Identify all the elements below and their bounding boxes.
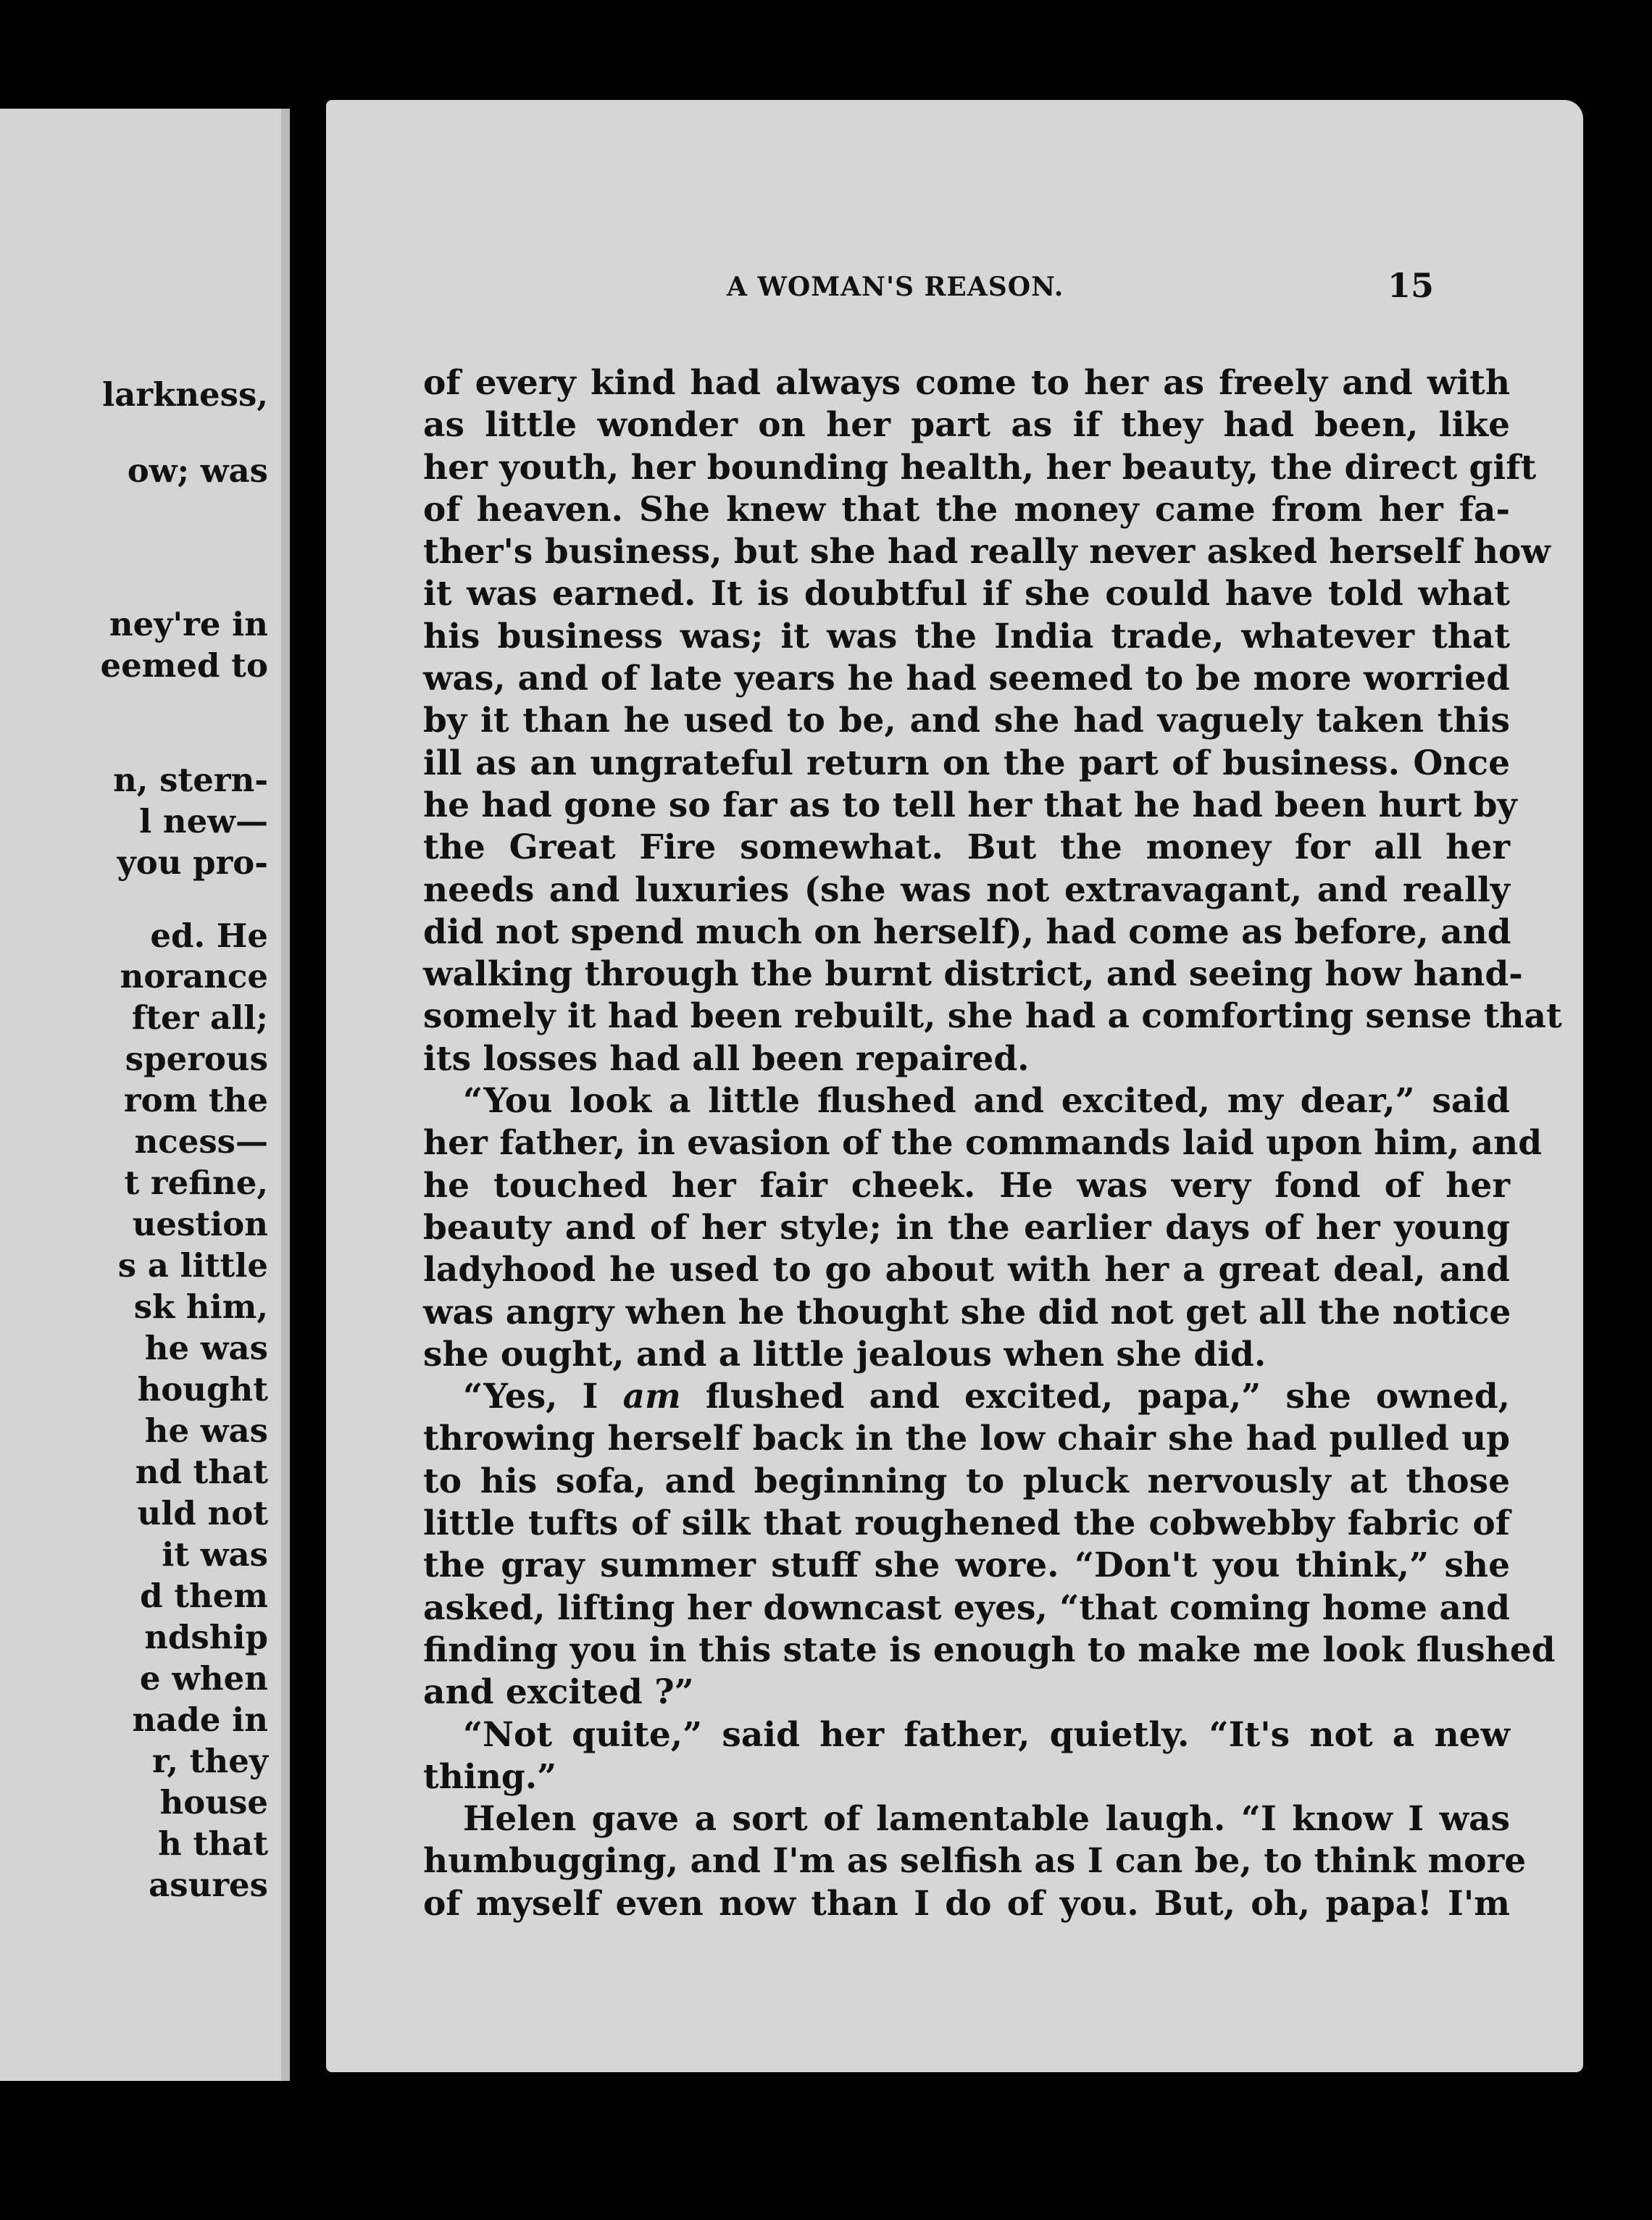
text-line: Helen gave a sort of lamentable laugh. “I know I was bbox=[463, 1799, 1510, 1840]
left-line: n, stern- bbox=[113, 761, 268, 799]
text-line: her youth, her bounding health, her beauty, the direct gift bbox=[423, 447, 1537, 488]
left-line: uld not bbox=[137, 1494, 268, 1532]
text-line: to his sofa, and beginning to pluck nervously at those bbox=[423, 1461, 1510, 1501]
left-line: you pro- bbox=[117, 843, 268, 882]
text-line bbox=[423, 1376, 1510, 1418]
text-line: ladyhood he used to go about with her a great deal, and bbox=[423, 1250, 1510, 1290]
text-line: ill as an ungrateful return on the part of business. Once bbox=[423, 743, 1510, 783]
text-line: by it than he used to be, and she had vaguely taken this bbox=[423, 701, 1510, 741]
running-title: A WOMAN'S REASON. bbox=[727, 272, 1064, 302]
left-line: rom the bbox=[123, 1081, 268, 1119]
text-line: he had gone so far as to tell her that he had been hurt by bbox=[423, 785, 1517, 825]
text-line: was, and of late years he had seemed to be more worried bbox=[423, 659, 1510, 699]
text-line: asked, lifting her downcast eyes, “that coming home and bbox=[423, 1587, 1510, 1628]
text-line: and excited ?” bbox=[423, 1672, 694, 1713]
text-line: of every kind had always come to her as freely and with bbox=[423, 363, 1510, 403]
text-line: thing.” bbox=[423, 1756, 557, 1797]
left-line: h that bbox=[158, 1824, 268, 1863]
text-line: ther's business, but she had really never asked herself how bbox=[423, 532, 1551, 572]
text-line: “You look a little flushed and excited, my dear,” said bbox=[463, 1081, 1510, 1122]
left-line: ow; was bbox=[127, 451, 268, 490]
left-line: it was bbox=[162, 1535, 268, 1574]
left-line: house bbox=[159, 1783, 268, 1822]
text-line: as little wonder on her part as if they had been, like bbox=[423, 405, 1510, 446]
text-line: her father, in evasion of the commands laid upon him, and bbox=[423, 1123, 1543, 1164]
left-line: ndship bbox=[144, 1618, 268, 1656]
text-line: “Not quite,” said her father, quietly. “It's not a new bbox=[463, 1714, 1510, 1755]
left-line: hought bbox=[137, 1370, 268, 1409]
text-line: was angry when he thought she did not get all the notice bbox=[423, 1292, 1511, 1332]
left-line: ney're in bbox=[109, 605, 268, 643]
text-line: humbugging, and I'm as selfish as I can be, to think more bbox=[423, 1841, 1527, 1882]
left-line: nade in bbox=[132, 1701, 268, 1739]
left-line: r, they bbox=[151, 1742, 268, 1780]
text-line: the Great Fire somewhat. But the money for all her bbox=[423, 827, 1510, 868]
body-text bbox=[423, 362, 1562, 1925]
left-line: nd that bbox=[135, 1453, 268, 1491]
left-line: ed. He bbox=[150, 917, 268, 955]
left-line: asures bbox=[149, 1866, 268, 1904]
right-page bbox=[326, 100, 1583, 2072]
text-line: she ought, and a little jealous when she did. bbox=[423, 1334, 1267, 1374]
text-line: throwing herself back in the low chair she had pulled up bbox=[423, 1419, 1510, 1459]
left-line: fter all; bbox=[131, 998, 268, 1037]
left-line: sperous bbox=[125, 1040, 268, 1078]
text-line: his business was; it was the India trade, whatever that bbox=[423, 616, 1510, 656]
left-line: sk him, bbox=[133, 1288, 268, 1326]
left-page bbox=[0, 109, 281, 2081]
left-line: ncess— bbox=[134, 1122, 268, 1161]
left-line: s a little bbox=[117, 1246, 268, 1285]
text-line: did not spend much on herself), had come as before, and bbox=[423, 911, 1511, 952]
text-fragment: “Yes, I bbox=[463, 1377, 598, 1417]
left-line: d them bbox=[140, 1577, 268, 1615]
text-line: it was earned. It is doubtful if she could have told what bbox=[423, 574, 1510, 614]
emphasis: am bbox=[622, 1377, 681, 1417]
left-line: eemed to bbox=[100, 646, 268, 685]
text-line: walking through the burnt district, and seeing how hand- bbox=[423, 954, 1523, 995]
page-number: 15 bbox=[1388, 266, 1435, 305]
text-line: the gray summer stuff she wore. “Don't you think,” she bbox=[423, 1545, 1510, 1586]
text-fragment: flushed and excited, papa,” she owned, bbox=[705, 1377, 1510, 1417]
left-line: norance bbox=[120, 957, 268, 996]
text-line: of myself even now than I do of you. But, oh, papa! I'm bbox=[423, 1883, 1510, 1924]
text-line: somely it had been rebuilt, she had a comforting sense that bbox=[423, 996, 1562, 1037]
text-line: its losses had all been repaired. bbox=[423, 1038, 1030, 1079]
left-line: he was bbox=[144, 1329, 268, 1367]
text-line: finding you in this state is enough to make me look flushed bbox=[423, 1629, 1556, 1670]
left-line: t refine, bbox=[124, 1164, 268, 1202]
book-spine bbox=[281, 109, 290, 2081]
left-line: uestion bbox=[132, 1205, 268, 1243]
text-line: beauty and of her style; in the earlier days of her young bbox=[423, 1207, 1510, 1248]
left-line: l new— bbox=[139, 802, 268, 840]
left-line: he was bbox=[144, 1411, 268, 1450]
left-line: e when bbox=[139, 1659, 268, 1698]
text-line: little tufts of silk that roughened the cobwebby fabric of bbox=[423, 1503, 1510, 1544]
text-line: he touched her fair cheek. He was very fond of her bbox=[423, 1165, 1510, 1206]
running-head bbox=[326, 266, 1583, 322]
text-line: needs and luxuries (she was not extravagant, and really bbox=[423, 869, 1510, 910]
left-line: larkness, bbox=[102, 375, 268, 414]
text-line: of heaven. She knew that the money came from her fa- bbox=[423, 489, 1510, 530]
